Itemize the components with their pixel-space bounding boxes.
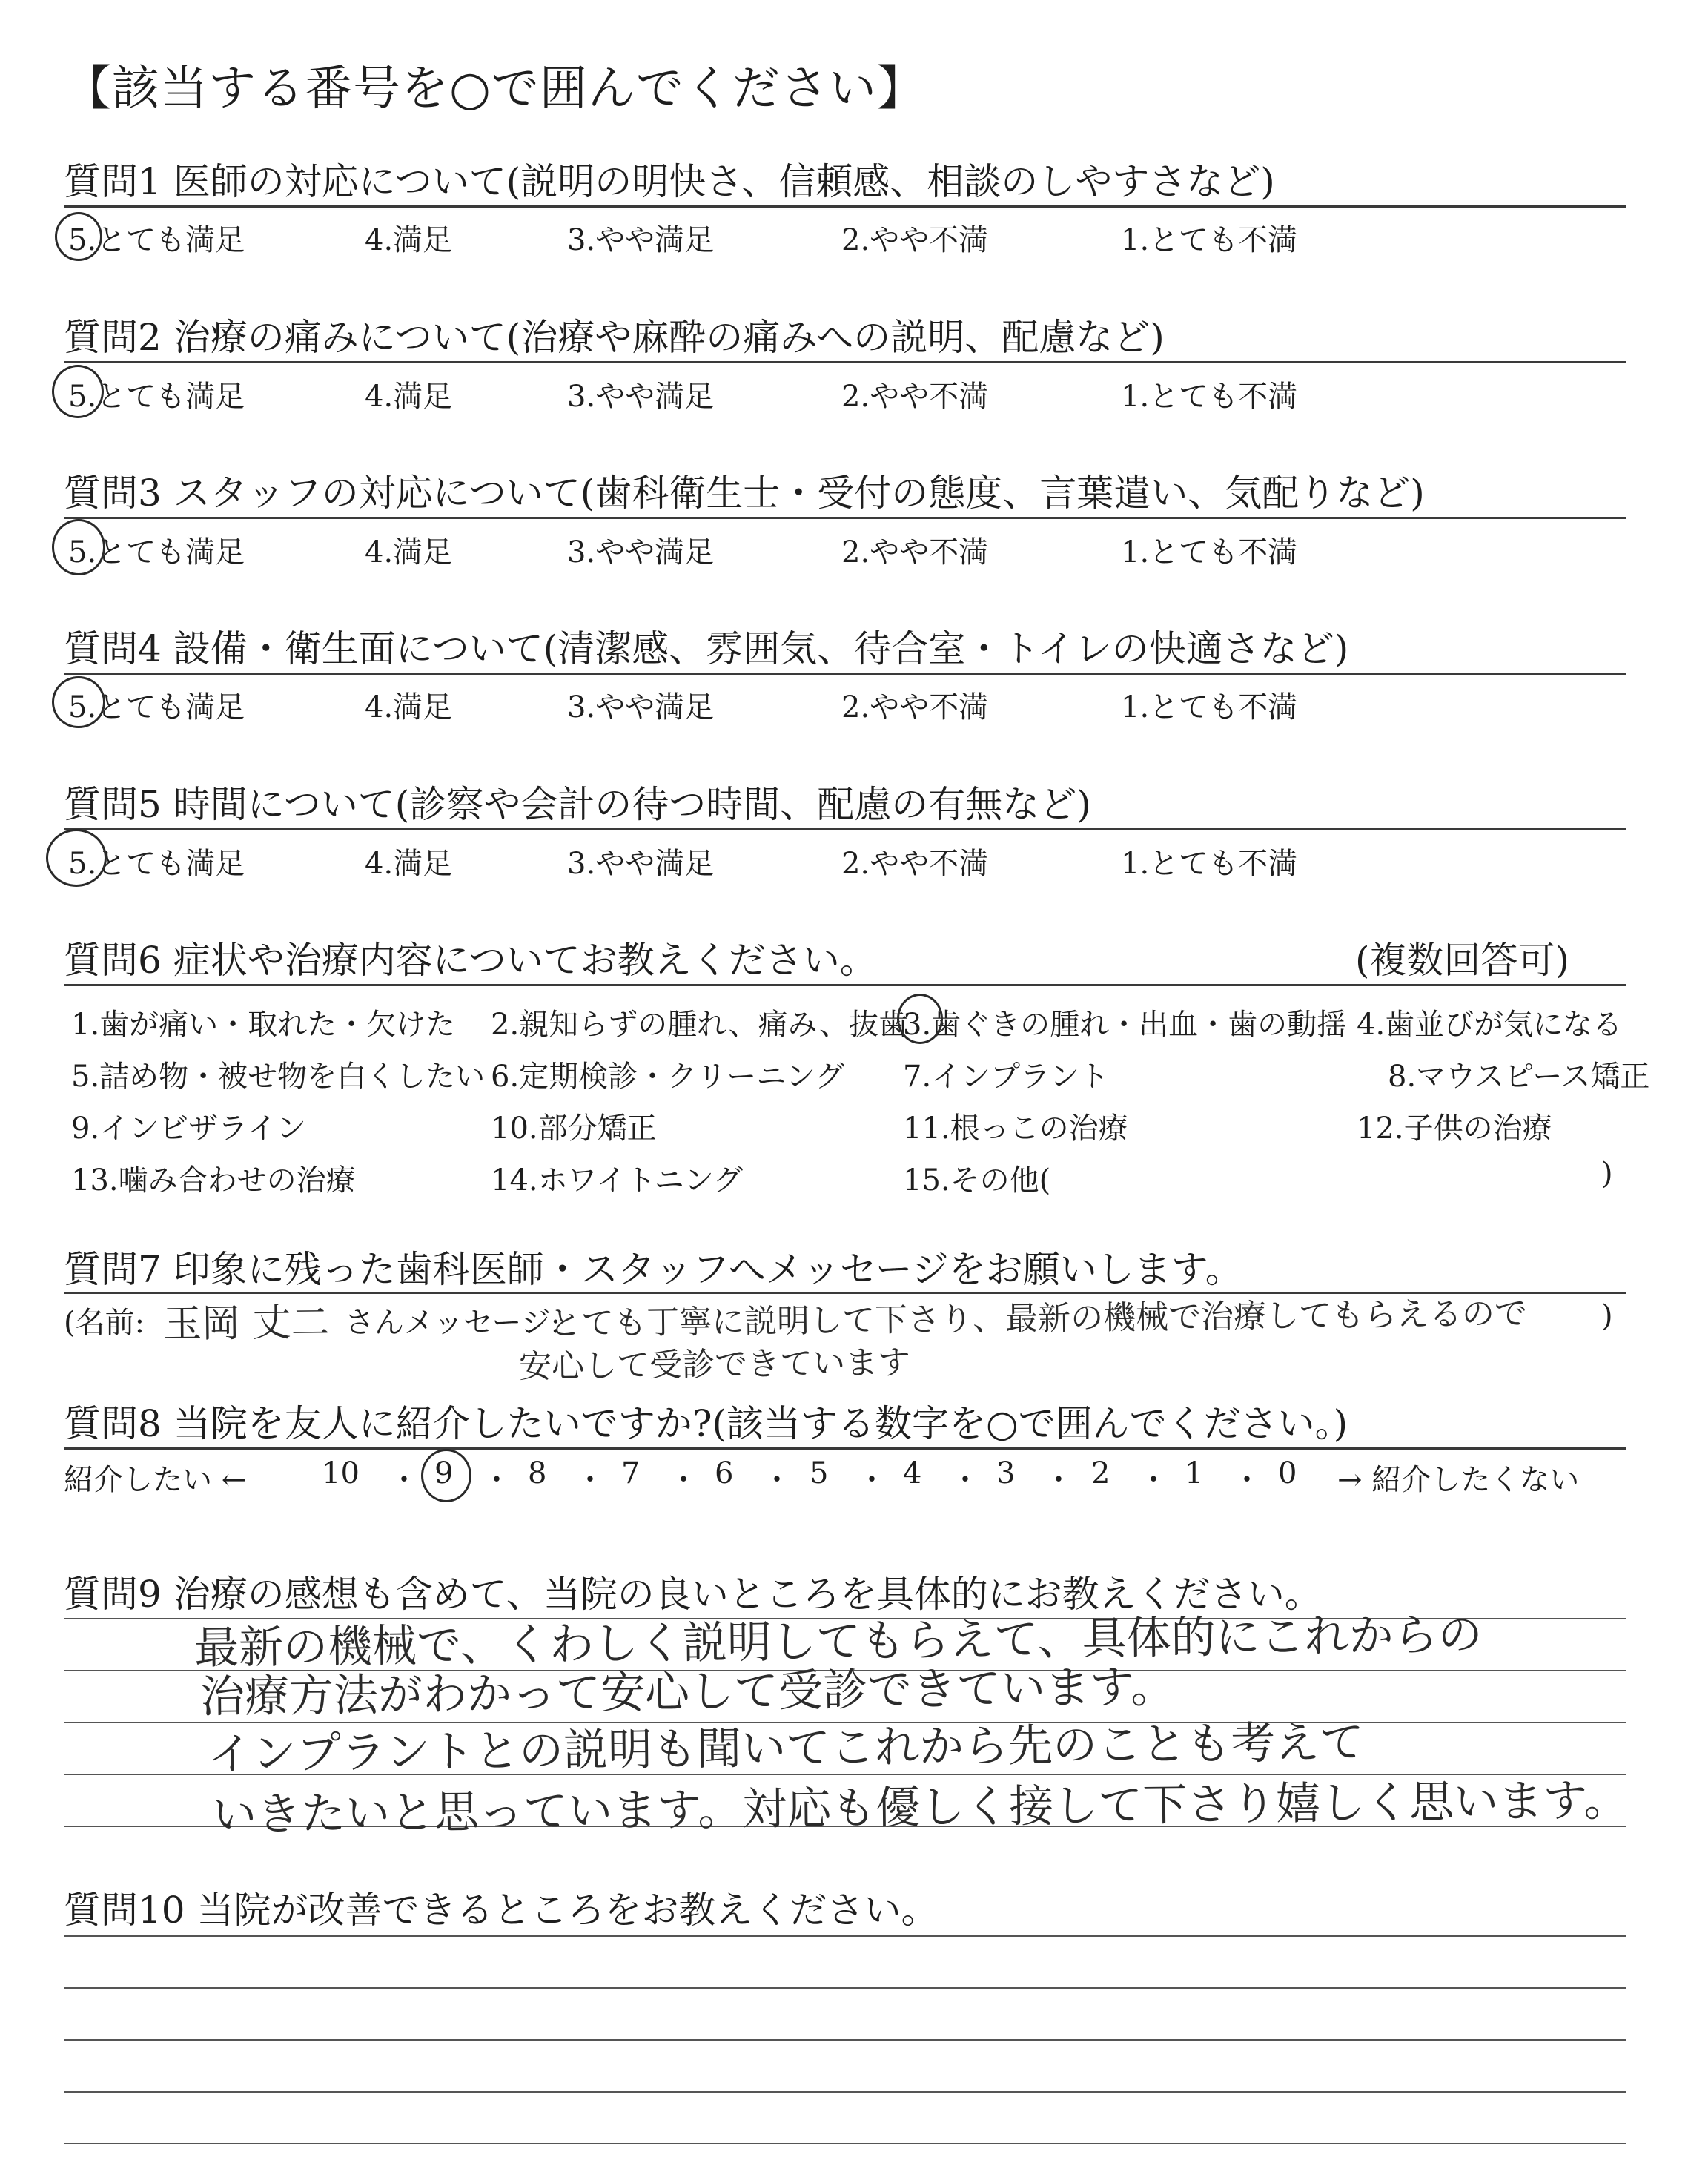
q4-option-2[interactable]: 2.やや不満 <box>841 690 989 724</box>
question-6-note: (複数回答可) <box>1355 939 1570 982</box>
q8-score-4[interactable]: 4 <box>903 1456 922 1490</box>
q6-option-12[interactable]: 12.子供の治療 <box>1357 1112 1552 1146</box>
q3-option-4[interactable]: 4.満足 <box>365 535 453 569</box>
q2-option-3[interactable]: 3.やや満足 <box>567 380 715 414</box>
q8-sep-7: ・ <box>950 1463 980 1497</box>
question-5-label: 質問5 時間について(診察や会計の待つ時間、配慮の有無など) <box>64 783 1091 826</box>
q7-message-handwritten-line2[interactable]: 安心して受診できています <box>518 1344 911 1386</box>
question-8-rule <box>64 1447 1626 1450</box>
question-6-rule <box>64 984 1626 986</box>
question-7-label: 質問7 印象に残った歯科医師・スタッフへメッセージをお願いします。 <box>64 1248 1242 1291</box>
question-4-rule <box>64 673 1626 675</box>
q10-line-5 <box>64 2143 1626 2144</box>
q7-close-paren: ) <box>1601 1299 1613 1333</box>
q8-selected-circle <box>421 1449 471 1502</box>
q9-handwritten-line3[interactable]: インプラントとの説明も聞いてこれから先のことも考えて <box>207 1716 1365 1781</box>
q6-option-13[interactable]: 13.噛み合わせの治療 <box>71 1163 356 1198</box>
q2-selected-circle <box>52 365 104 418</box>
q6-option-11[interactable]: 11.根っこの治療 <box>903 1112 1128 1146</box>
q6-selected-circle <box>897 994 943 1044</box>
q10-line-1 <box>64 1935 1626 1937</box>
q5-selected-circle <box>46 829 107 887</box>
q6-option-9[interactable]: 9.インビザライン <box>71 1112 306 1146</box>
q6-option-14[interactable]: 14.ホワイトニング <box>491 1163 744 1198</box>
q4-option-5[interactable]: 5.とても満足 <box>68 690 245 724</box>
q1-selected-circle <box>55 212 102 261</box>
question-6-label: 質問6 症状や治療内容についてお教えください。 <box>64 939 877 982</box>
question-3-label: 質問3 スタッフの対応について(歯科衛生士・受付の態度、言葉遣い、気配りなど) <box>64 472 1425 515</box>
q8-right-label: → 紹介したくない <box>1337 1463 1580 1497</box>
q6-option-4[interactable]: 4.歯並びが気になる <box>1357 1008 1623 1042</box>
q5-option-2[interactable]: 2.やや不満 <box>841 847 989 881</box>
q8-sep-3: ・ <box>575 1463 605 1497</box>
q8-score-3[interactable]: 3 <box>996 1456 1016 1490</box>
q6-option-2[interactable]: 2.親知らずの腫れ、痛み、抜歯 <box>491 1008 908 1042</box>
q6-option-8[interactable]: 8.マウスピース矯正 <box>1388 1060 1650 1094</box>
question-9-label: 質問9 治療の感想も含めて、当院の良いところを具体的にお教えください。 <box>64 1573 1322 1616</box>
q8-score-10[interactable]: 10 <box>322 1456 360 1490</box>
q9-handwritten-line1[interactable]: 最新の機械で、くわしく説明してもらえて、具体的にこれからの <box>193 1608 1483 1675</box>
q8-score-9[interactable]: 9 <box>434 1456 454 1490</box>
q9-handwritten-line4[interactable]: いきたいと思っています。対応も優しく接して下さり嬉しく思います。 <box>211 1774 1629 1842</box>
q8-score-0[interactable]: 0 <box>1278 1456 1297 1490</box>
q10-line-2 <box>64 1987 1626 1989</box>
q3-option-3[interactable]: 3.やや満足 <box>567 535 715 569</box>
q3-option-5[interactable]: 5.とても満足 <box>68 535 245 569</box>
q6-option-7[interactable]: 7.インプラント <box>903 1060 1110 1094</box>
q2-option-4[interactable]: 4.満足 <box>365 380 453 414</box>
question-2-label: 質問2 治療の痛みについて(治療や麻酔の痛みへの説明、配慮など) <box>64 316 1165 359</box>
q5-option-1[interactable]: 1.とても不満 <box>1121 847 1298 881</box>
q2-option-1[interactable]: 1.とても不満 <box>1121 380 1298 414</box>
q8-score-7[interactable]: 7 <box>621 1456 640 1490</box>
q8-sep-6: ・ <box>857 1463 887 1497</box>
q8-score-5[interactable]: 5 <box>810 1456 829 1490</box>
question-4-label: 質問4 設備・衛生面について(清潔感、雰囲気、待合室・トイレの快適さなど) <box>64 627 1349 670</box>
question-3-rule <box>64 517 1626 519</box>
q3-option-1[interactable]: 1.とても不満 <box>1121 535 1298 569</box>
question-5-rule <box>64 828 1626 830</box>
q6-option-5[interactable]: 5.詰め物・被せ物を白くしたい <box>71 1060 486 1094</box>
q1-option-5[interactable]: 5.とても満足 <box>68 223 245 257</box>
q5-option-4[interactable]: 4.満足 <box>365 847 453 881</box>
q8-left-label: 紹介したい ← <box>64 1463 247 1497</box>
question-8-label: 質問8 当院を友人に紹介したいですか?(該当する数字を○で囲んでください。) <box>64 1402 1348 1445</box>
q7-name-label: (名前: <box>64 1306 145 1340</box>
q8-sep-10: ・ <box>1232 1463 1262 1497</box>
q5-option-3[interactable]: 3.やや満足 <box>567 847 715 881</box>
question-1-rule <box>64 205 1626 208</box>
q7-message-handwritten-line1[interactable]: とても丁寧に説明して下さり、最新の機械で治療してもらえるので <box>548 1295 1528 1343</box>
q1-option-1[interactable]: 1.とても不満 <box>1121 223 1298 257</box>
q8-sep-1: ・ <box>389 1463 419 1497</box>
q8-score-8[interactable]: 8 <box>528 1456 547 1490</box>
q6-option-10[interactable]: 10.部分矯正 <box>491 1112 657 1146</box>
q8-sep-4: ・ <box>669 1463 698 1497</box>
question-2-rule <box>64 361 1626 363</box>
q3-selected-circle <box>52 519 105 575</box>
q8-sep-5: ・ <box>762 1463 792 1497</box>
page-title: 【該当する番号を○で囲んでください】 <box>64 62 925 116</box>
q5-option-5[interactable]: 5.とても満足 <box>68 847 245 881</box>
q8-score-1[interactable]: 1 <box>1185 1456 1204 1490</box>
q6-option-6[interactable]: 6.定期検診・クリーニング <box>491 1060 845 1094</box>
q7-message-label: さんメッセージ: <box>345 1306 561 1340</box>
q4-option-3[interactable]: 3.やや満足 <box>567 690 715 724</box>
q10-line-3 <box>64 2039 1626 2041</box>
question-1-label: 質問1 医師の対応について(説明の明快さ、信頼感、相談のしやすさなど) <box>64 160 1275 203</box>
q9-handwritten-line2[interactable]: 治療方法がわかって安心して受診できています。 <box>199 1661 1176 1723</box>
q4-selected-circle <box>52 676 105 728</box>
q1-option-2[interactable]: 2.やや不満 <box>841 223 989 257</box>
q3-option-2[interactable]: 2.やや不満 <box>841 535 989 569</box>
q6-option-3[interactable]: 3.歯ぐきの腫れ・出血・歯の動揺 <box>903 1008 1347 1042</box>
q10-line-4 <box>64 2091 1626 2093</box>
q8-sep-8: ・ <box>1044 1463 1073 1497</box>
q8-score-2[interactable]: 2 <box>1091 1456 1110 1490</box>
q1-option-3[interactable]: 3.やや満足 <box>567 223 715 257</box>
q7-name-handwritten[interactable]: 玉岡 丈二 <box>162 1300 330 1347</box>
q8-score-6[interactable]: 6 <box>715 1456 734 1490</box>
q6-option-1[interactable]: 1.歯が痛い・取れた・欠けた <box>71 1008 456 1042</box>
q8-sep-9: ・ <box>1139 1463 1168 1497</box>
q2-option-2[interactable]: 2.やや不満 <box>841 380 989 414</box>
q4-option-1[interactable]: 1.とても不満 <box>1121 690 1298 724</box>
q8-sep-2: ・ <box>482 1463 512 1497</box>
q1-option-4[interactable]: 4.満足 <box>365 223 453 257</box>
q4-option-4[interactable]: 4.満足 <box>365 690 453 724</box>
q2-option-5[interactable]: 5.とても満足 <box>68 380 245 414</box>
q6-option-15[interactable]: 15.その他( <box>903 1163 1051 1198</box>
question-10-label: 質問10 当院が改善できるところをお教えください。 <box>64 1889 939 1932</box>
q6-other-close-paren: ) <box>1601 1157 1613 1191</box>
